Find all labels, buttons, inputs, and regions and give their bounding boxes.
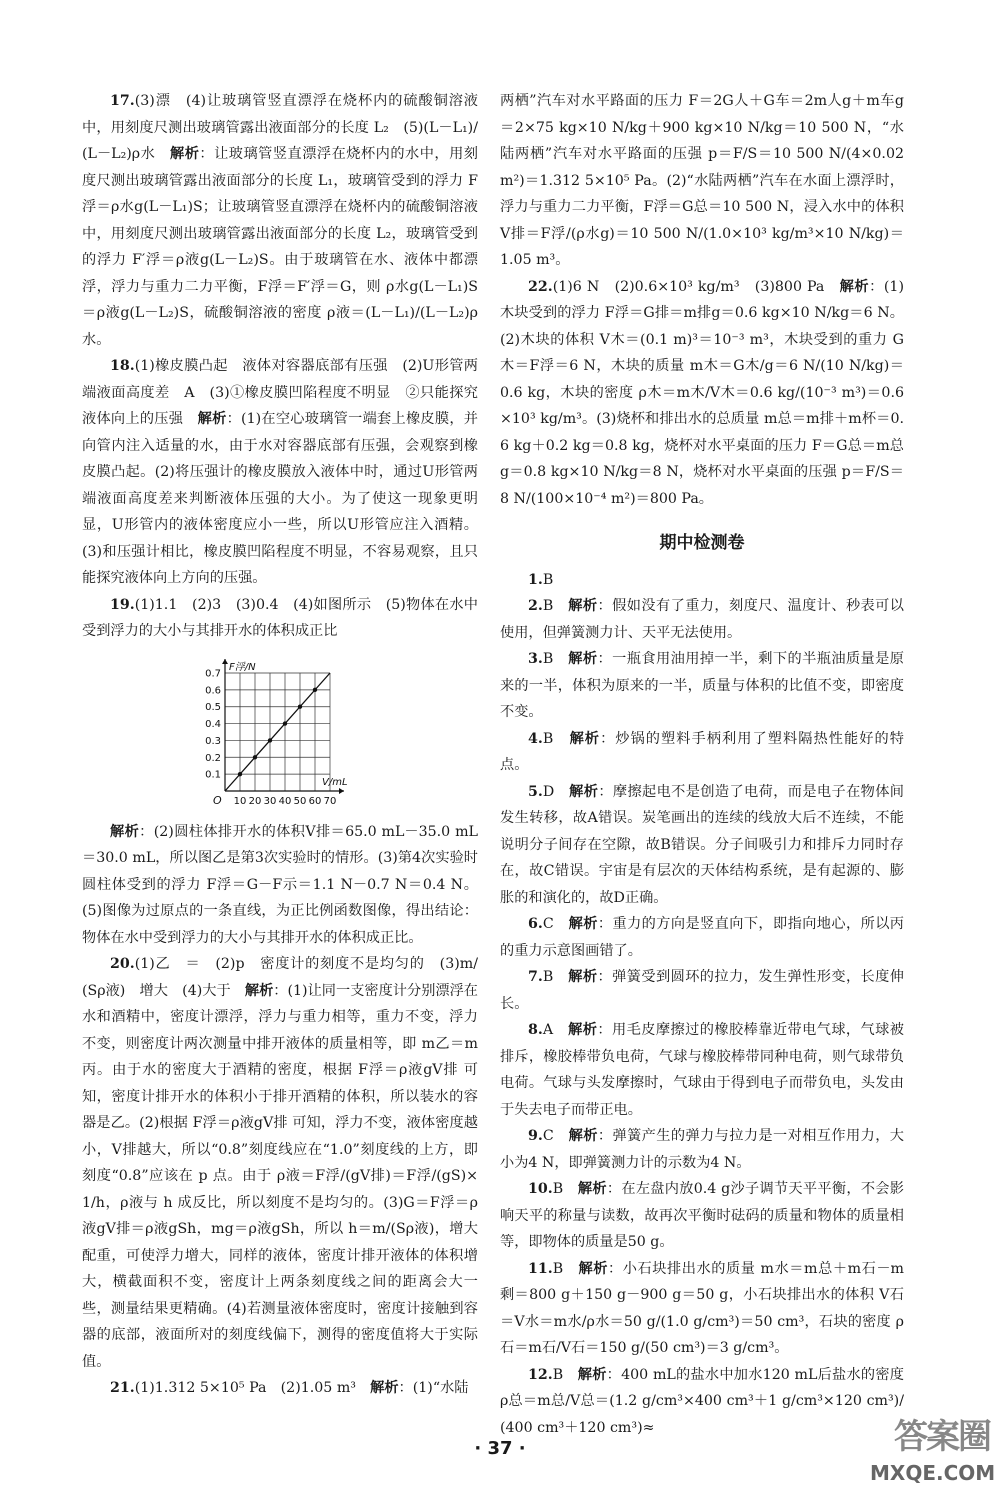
x-tick-label: 50 xyxy=(293,795,307,807)
answer-19-explanation: 解析：(2)圆柱体排开水的体积V排＝65.0 mL－35.0 mL＝30.0 mL，所以图乙是第3次实验时的情形。(3)第4次实验时圆柱体受到的浮力 F浮＝G－F示＝1.1 N－0.7 N＝0.4 N。(5)图像为过原点的一条直线，为正比例函数图像，得出结论：物体在水中受到浮力的大小与其排开水的体积成正比。 xyxy=(82,823,478,946)
y-axis-label: F浮/N xyxy=(229,661,256,673)
midterm-answer-7 xyxy=(500,964,904,1017)
buoyancy-chart-wrapper xyxy=(82,655,478,815)
midterm-answer-kw: 解析 xyxy=(578,1260,608,1277)
x-tick-label: 40 xyxy=(278,795,292,807)
midterm-answer-6 xyxy=(500,911,904,964)
answer-21-continued: 两栖”汽车对水平路面的压力 F＝2G人＋G车＝2m人g＋m车g＝2×75 kg×10 N/kg＋900 kg×10 N/kg＝10 500 N，“水陆两栖”汽车对水平路面的压强 p＝F/S＝10 500 N/(4×0.02 m²)＝1.312 5×10⁵ Pa。(2)“水陆两栖”汽车在水面上漂浮时，浮力与重力二力平衡，F浮＝G总＝10 500 N，浸入水中的体积 V排＝F浮/(ρ水g)＝10 500 N/(1.0×10³ kg/m³×10 N/kg)＝1.05 m³。 xyxy=(500,93,904,268)
midterm-answer-num: 12. xyxy=(528,1366,553,1383)
y-tick-label: 0.3 xyxy=(205,735,221,747)
midterm-answer-text: D xyxy=(542,783,570,800)
midterm-answer-text: A xyxy=(542,1022,569,1038)
x-axis-arrow xyxy=(339,788,344,794)
midterm-answer-kw: 解析 xyxy=(569,783,599,800)
watermark-en: MXQE.COM xyxy=(870,1461,996,1485)
midterm-answer-explain: ：重力的方向是竖直向下，即指向地心，所以丙的重力示意图画错了。 xyxy=(500,916,904,959)
midterm-answer-num: 2. xyxy=(528,598,543,614)
midterm-answer-text: B xyxy=(552,1181,578,1197)
midterm-answer-kw: 解析 xyxy=(568,916,598,932)
answer-17: 17.(3)漂 (4)让玻璃管竖直漂浮在烧杯内的硫酸铜溶液中，用刻度尺测出玻璃管露出液面部分的长度 L₂ (5)(L－L₁)/(L－L₂)ρ水 解析：让玻璃管竖直漂浮在烧杯内的水中，用刻度尺测出玻璃管露出液面部分的长度 L₁，玻璃管受到的浮力 F浮＝ρ水g(L－L₁)S；让玻璃管竖直漂浮在烧杯内的硫酸铜溶液中，用刻度尺测出玻璃管露出液面部分的长度 L₂，玻璃管受到的浮力 F′浮＝ρ液g(L－L₂)S。由于玻璃管在水、液体中都漂浮，浮力与重力二力平衡，F浮＝F′浮＝G，则 ρ水g(L－L₁)S＝ρ液g(L－L₂)S，硫酸铜溶液的密度 ρ液＝(L－L₁)/(L－L₂)ρ水。 xyxy=(82,93,478,348)
watermark-cn: 答案圈 xyxy=(894,1417,990,1457)
midterm-answer-9 xyxy=(500,1123,904,1176)
midterm-answer-kw: 解析 xyxy=(568,1128,598,1144)
y-tick-label: 0.4 xyxy=(205,718,221,730)
left-column xyxy=(82,88,478,1402)
midterm-answer-explain: ：用毛皮摩擦过的橡胶棒靠近带电气球，气球被排斥，橡胶棒带负电荷，气球与橡胶棒带同种电荷，则气球带负电荷。气球与头发摩擦时，气球由于得到电子而带负电，头发由于失去电子而带正电。 xyxy=(500,1022,904,1118)
midterm-answer-text: C xyxy=(542,1128,569,1144)
data-point xyxy=(313,687,317,691)
answer-18: 18.(1)橡皮膜凸起 液体对容器底部有压强 (2)U形管两端液面高度差 A (3)①橡皮膜凹陷程度不明显 ②只能探究液体向上的压强 解析：(1)在空心玻璃管一端套上橡皮膜，并向管内注入适量的水，由于水对容器底部有压强，会观察到橡皮膜凸起。(2)将压强计的橡皮膜放入液体中时，通过U形管两端液面高度差来判断液体压强的大小。为了使这一现象更明显，U形管内的液体密度应小一些，所以U形管应注入酒精。(3)和压强计相比，橡皮膜凹陷程度不明显，不容易观察，且只能探究液体向上方向的压强。 xyxy=(82,358,478,586)
answer-22: 22.(1)6 N (2)0.6×10³ kg/m³ (3)800 Pa 解析：(1)木块受到的浮力 F浮＝G排＝m排g＝0.6 kg×10 N/kg＝6 N。(2)木块的体积 V木＝(0.1 m)³＝10⁻³ m³，木块受到的重力 G木＝F浮＝6 N，木块的质量 m木＝G木/g＝6 N/(10 N/kg)＝0.6 kg，木块的密度 ρ木＝m木/V木＝0.6 kg/(10⁻³ m³)＝0.6×10³ kg/m³。(3)烧杯和排出水的总质量 m总＝m排＋m杯＝0.6 kg＋0.2 kg＝0.8 kg，烧杯对水平桌面的压力 F＝G总＝m总g＝0.8 kg×10 N/kg＝8 N，烧杯对水平桌面的压强 p＝F/S＝8 N/(100×10⁻⁴ m²)＝800 Pa。 xyxy=(500,278,904,507)
midterm-answer-num: 7. xyxy=(528,969,543,985)
midterm-answer-num: 4. xyxy=(528,730,543,747)
midterm-answer-kw: 解析 xyxy=(568,1022,598,1038)
midterm-answer-explain: ：400 mL的盐水中加水120 mL后盐水的密度 ρ总＝m总/V总＝(1.2 g/cm³×400 cm³＋1 g/cm³×120 cm³)/(400 cm³＋120 cm³)≈ xyxy=(500,1366,904,1436)
midterm-answer-text: B xyxy=(542,598,569,614)
midterm-answer-kw: 解析 xyxy=(568,969,598,985)
midterm-answer-1 xyxy=(500,567,904,594)
midterm-answer-num: 8. xyxy=(528,1022,543,1038)
midterm-answer-num: 11. xyxy=(528,1260,553,1277)
data-point xyxy=(253,755,257,759)
data-point xyxy=(268,738,272,742)
midterm-answer-list xyxy=(500,567,904,1442)
midterm-answer-text: B xyxy=(552,1260,579,1277)
midterm-answer-10 xyxy=(500,1176,904,1256)
answer-21: 21.(1)1.312 5×10⁵ Pa (2)1.05 m³ 解析：(1)“水陆 xyxy=(110,1380,469,1396)
x-tick-label: 20 xyxy=(248,795,262,807)
right-column xyxy=(500,88,904,1441)
midterm-answer-explain: ：弹簧受到圆环的拉力，发生弹性形变，长度伸长。 xyxy=(500,969,904,1012)
midterm-answer-num: 10. xyxy=(528,1181,553,1197)
buoyancy-volume-chart xyxy=(195,655,365,815)
midterm-answer-num: 5. xyxy=(528,783,543,800)
midterm-answer-text: B xyxy=(542,730,570,747)
answer-20: 20.(1)乙 ＝ (2)p 密度计的刻度不是均匀的 (3)m/(Sρ液) 增大 (4)大于 解析：(1)让同一支密度计分别漂浮在水和酒精中，密度计漂浮，浮力与重力相等，重力不变，浮力不变，则密度计两次测量中排开液体的质量相等，即 m乙＝m丙。由于水的密度大于酒精的密度，根据 F浮＝ρ液gV排 可知，密度计排开水的体积小于排开酒精的体积，所以装水的容器是乙。(2)根据 F浮＝ρ液gV排 可知，浮力不变，液体密度越小，V排越大，所以“0.8”刻度线应在“1.0”刻度线的上方，即刻度“0.8”应该在 p 点。由于 ρ液＝F浮/(gV排)＝F浮/(gS)×1/h，ρ液与 h 成反比，所以刻度不是均匀的。(3)G＝F浮＝ρ液gV排＝ρ液gSh，mg＝ρ液gSh，所以 h＝m/(Sρ液)，增大配重，可使浮力增大，同样的液体，密度计排开液体的体积增大，横截面积不变，密度计上两条刻度线之间的距离会大一些，测量结果更精确。(4)若测量液体密度时，密度计接触到容器的底部，液面所对的刻度线偏下，测得的密度值将大于实际值。 xyxy=(82,956,478,1370)
midterm-answer-3 xyxy=(500,646,904,726)
data-point xyxy=(283,721,287,725)
y-tick-label: 0.1 xyxy=(205,769,221,781)
y-tick-label: 0.6 xyxy=(205,684,221,696)
x-axis-label: V/mL xyxy=(322,776,348,788)
page-number: · 37 · xyxy=(474,1438,526,1459)
section-title-midterm: 期中检测卷 xyxy=(659,533,745,553)
x-tick-label: 30 xyxy=(263,795,277,807)
midterm-answer-text: B xyxy=(552,1366,578,1383)
midterm-answer-4 xyxy=(500,726,904,779)
midterm-answer-text: C xyxy=(542,916,569,932)
midterm-answer-2 xyxy=(500,593,904,646)
midterm-answer-num: 3. xyxy=(528,651,543,667)
midterm-answer-num: 9. xyxy=(528,1128,543,1144)
midterm-answer-explain: ：摩擦起电不是创造了电荷，而是电子在物体间发生转移，故A错误。炭笔画出的连续的线放大后不连续，不能说明分子间存在空隙，故B错误。分子间吸引力和排斥力同时存在，故C错误。宇宙是有层次的天体结构系统，是有起源的、膨胀的和演化的，故D正确。 xyxy=(500,783,904,906)
y-tick-label: 0.7 xyxy=(205,668,221,679)
watermark-logo xyxy=(870,1413,996,1497)
origin-label: O xyxy=(213,793,222,807)
midterm-answer-explain: ：假如没有了重力，刻度尺、温度计、秒表可以使用，但弹簧测力计、天平无法使用。 xyxy=(500,598,904,641)
midterm-answer-explain: ：弹簧产生的弹力与拉力是一对相互作用力，大小为4 N，即弹簧测力计的示数为4 N。 xyxy=(500,1128,904,1171)
midterm-answer-num: 1. xyxy=(528,571,543,588)
midterm-answer-kw: 解析 xyxy=(568,651,598,667)
midterm-answer-5 xyxy=(500,779,904,912)
midterm-answer-explain: ：一瓶食用油用掉一半，剩下的半瓶油质量是原来的一半，体积为原来的一半，质量与体积的比值不变，即密度不变。 xyxy=(500,651,904,720)
x-tick-label: 70 xyxy=(323,795,337,807)
midterm-answer-12 xyxy=(500,1362,904,1442)
midterm-answer-8 xyxy=(500,1017,904,1123)
x-tick-label: 10 xyxy=(233,795,247,807)
data-point xyxy=(238,771,242,775)
midterm-answer-11 xyxy=(500,1256,904,1362)
midterm-answer-explain: ：炒锅的塑料手柄利用了塑料隔热性能好的特点。 xyxy=(500,730,904,773)
midterm-answer-explain: ：在左盘内放0.4 g沙子调节天平平衡，不会影响天平的称量与读数，故再次平衡时砝码的质量和物体的质量相等，即物体的质量是50 g。 xyxy=(500,1181,904,1250)
midterm-answer-num: 6. xyxy=(528,916,543,932)
midterm-answer-explain: ：小石块排出水的质量 m水＝m总＋m石－m剩＝800 g＋150 g－900 g＝50 g，小石块排出水的体积 V石＝V水＝m水/ρ水＝50 g/(1.0 g/cm³)＝50 cm³，石块的密度 ρ石＝m石/V石＝150 g/(50 cm³)＝3 g/cm³。 xyxy=(500,1260,904,1356)
midterm-answer-kw: 解析 xyxy=(568,598,598,614)
y-tick-label: 0.2 xyxy=(205,752,221,764)
midterm-answer-text: B xyxy=(542,571,554,588)
midterm-answer-kw: 解析 xyxy=(577,1366,607,1383)
midterm-answer-kw: 解析 xyxy=(569,730,601,747)
y-tick-label: 0.5 xyxy=(205,701,221,713)
answer-19: 19.(1)1.1 (2)3 (3)0.4 (4)如图所示 (5)物体在水中受到浮力的大小与其排开水的体积成正比 xyxy=(82,596,478,639)
midterm-answer-kw: 解析 xyxy=(577,1181,607,1197)
y-axis-arrow xyxy=(222,659,228,664)
data-point xyxy=(298,704,302,708)
midterm-answer-text: B xyxy=(542,651,569,667)
midterm-answer-text: B xyxy=(542,969,569,985)
x-tick-label: 60 xyxy=(308,795,322,807)
